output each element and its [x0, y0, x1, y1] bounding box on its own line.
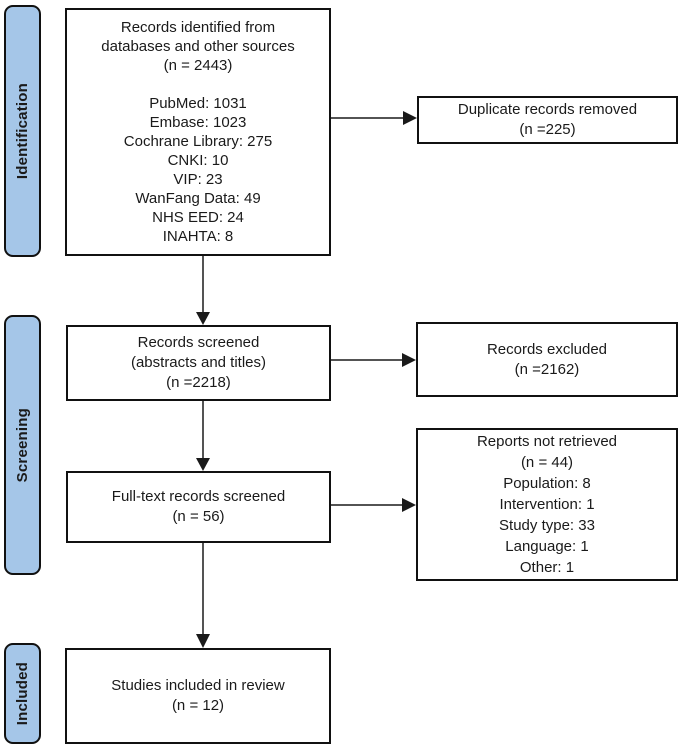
- source-pubmed: PubMed: 1031: [149, 95, 247, 112]
- records-screened-count: (n =2218): [166, 374, 231, 391]
- arrowhead-fulltext-to-not-retrieved: [402, 498, 416, 512]
- arrowhead-identified-to-duplicates: [403, 111, 417, 125]
- arrowhead-screened-to-excluded: [402, 353, 416, 367]
- arrowhead-screened-to-fulltext: [196, 458, 210, 471]
- not-retrieved-reason-other: Other: 1: [519, 559, 575, 576]
- not-retrieved-title: Reports not retrieved: [476, 433, 618, 450]
- box-studies-included: [65, 648, 331, 744]
- box-records-identified: [65, 8, 331, 256]
- source-nhs-eed: NHS EED: 24: [152, 209, 244, 226]
- not-retrieved-reason-population: Population: 8: [503, 475, 591, 492]
- box-records-screened: [66, 325, 331, 401]
- box-records-excluded: [416, 322, 678, 397]
- stage-included: [4, 643, 41, 744]
- records-identified-title-line2: databases and other sources: [101, 38, 295, 55]
- records-excluded-title: Records excluded: [486, 340, 608, 358]
- source-vip: VIP: 23: [173, 171, 223, 188]
- box-fulltext-screened: [66, 471, 331, 543]
- stage-screening: [4, 315, 41, 575]
- source-cnki: CNKI: 10: [167, 152, 229, 169]
- not-retrieved-count: (n = 44): [520, 454, 574, 471]
- blank-line-spacer: [67, 75, 329, 94]
- duplicates-removed-title: Duplicate records removed: [457, 101, 638, 118]
- source-inahta: INAHTA: 8: [162, 228, 234, 245]
- not-retrieved-reason-study-type: Study type: 33: [499, 517, 595, 534]
- stage-identification: [4, 5, 41, 257]
- duplicates-removed-count: (n =225): [519, 121, 576, 138]
- fulltext-screened-count: (n = 56): [172, 508, 225, 525]
- records-identified-title-line1: Records identified from: [120, 19, 276, 36]
- records-excluded-count: (n =2162): [514, 360, 580, 378]
- studies-included-count: (n = 12): [171, 697, 225, 714]
- fulltext-screened-title: Full-text records screened: [111, 488, 286, 505]
- records-identified-count: (n = 2443): [163, 57, 233, 74]
- stage-identification-label: Identification: [14, 82, 31, 180]
- stage-screening-label: Screening: [14, 407, 31, 483]
- not-retrieved-reason-intervention: Intervention: 1: [499, 496, 595, 513]
- box-reports-not-retrieved: [416, 428, 678, 581]
- source-cochrane: Cochrane Library: 275: [123, 133, 273, 150]
- records-screened-subtitle: (abstracts and titles): [130, 354, 267, 371]
- stage-included-label: Included: [14, 661, 31, 726]
- arrowhead-fulltext-to-included: [196, 634, 210, 648]
- arrowhead-identified-to-screened: [196, 312, 210, 325]
- records-screened-title: Records screened: [137, 334, 260, 351]
- source-embase: Embase: 1023: [149, 114, 247, 131]
- source-wanfang: WanFang Data: 49: [135, 190, 261, 207]
- studies-included-title: Studies included in review: [111, 677, 285, 694]
- box-duplicates-removed: [417, 96, 678, 144]
- not-retrieved-reason-language: Language: 1: [505, 538, 589, 555]
